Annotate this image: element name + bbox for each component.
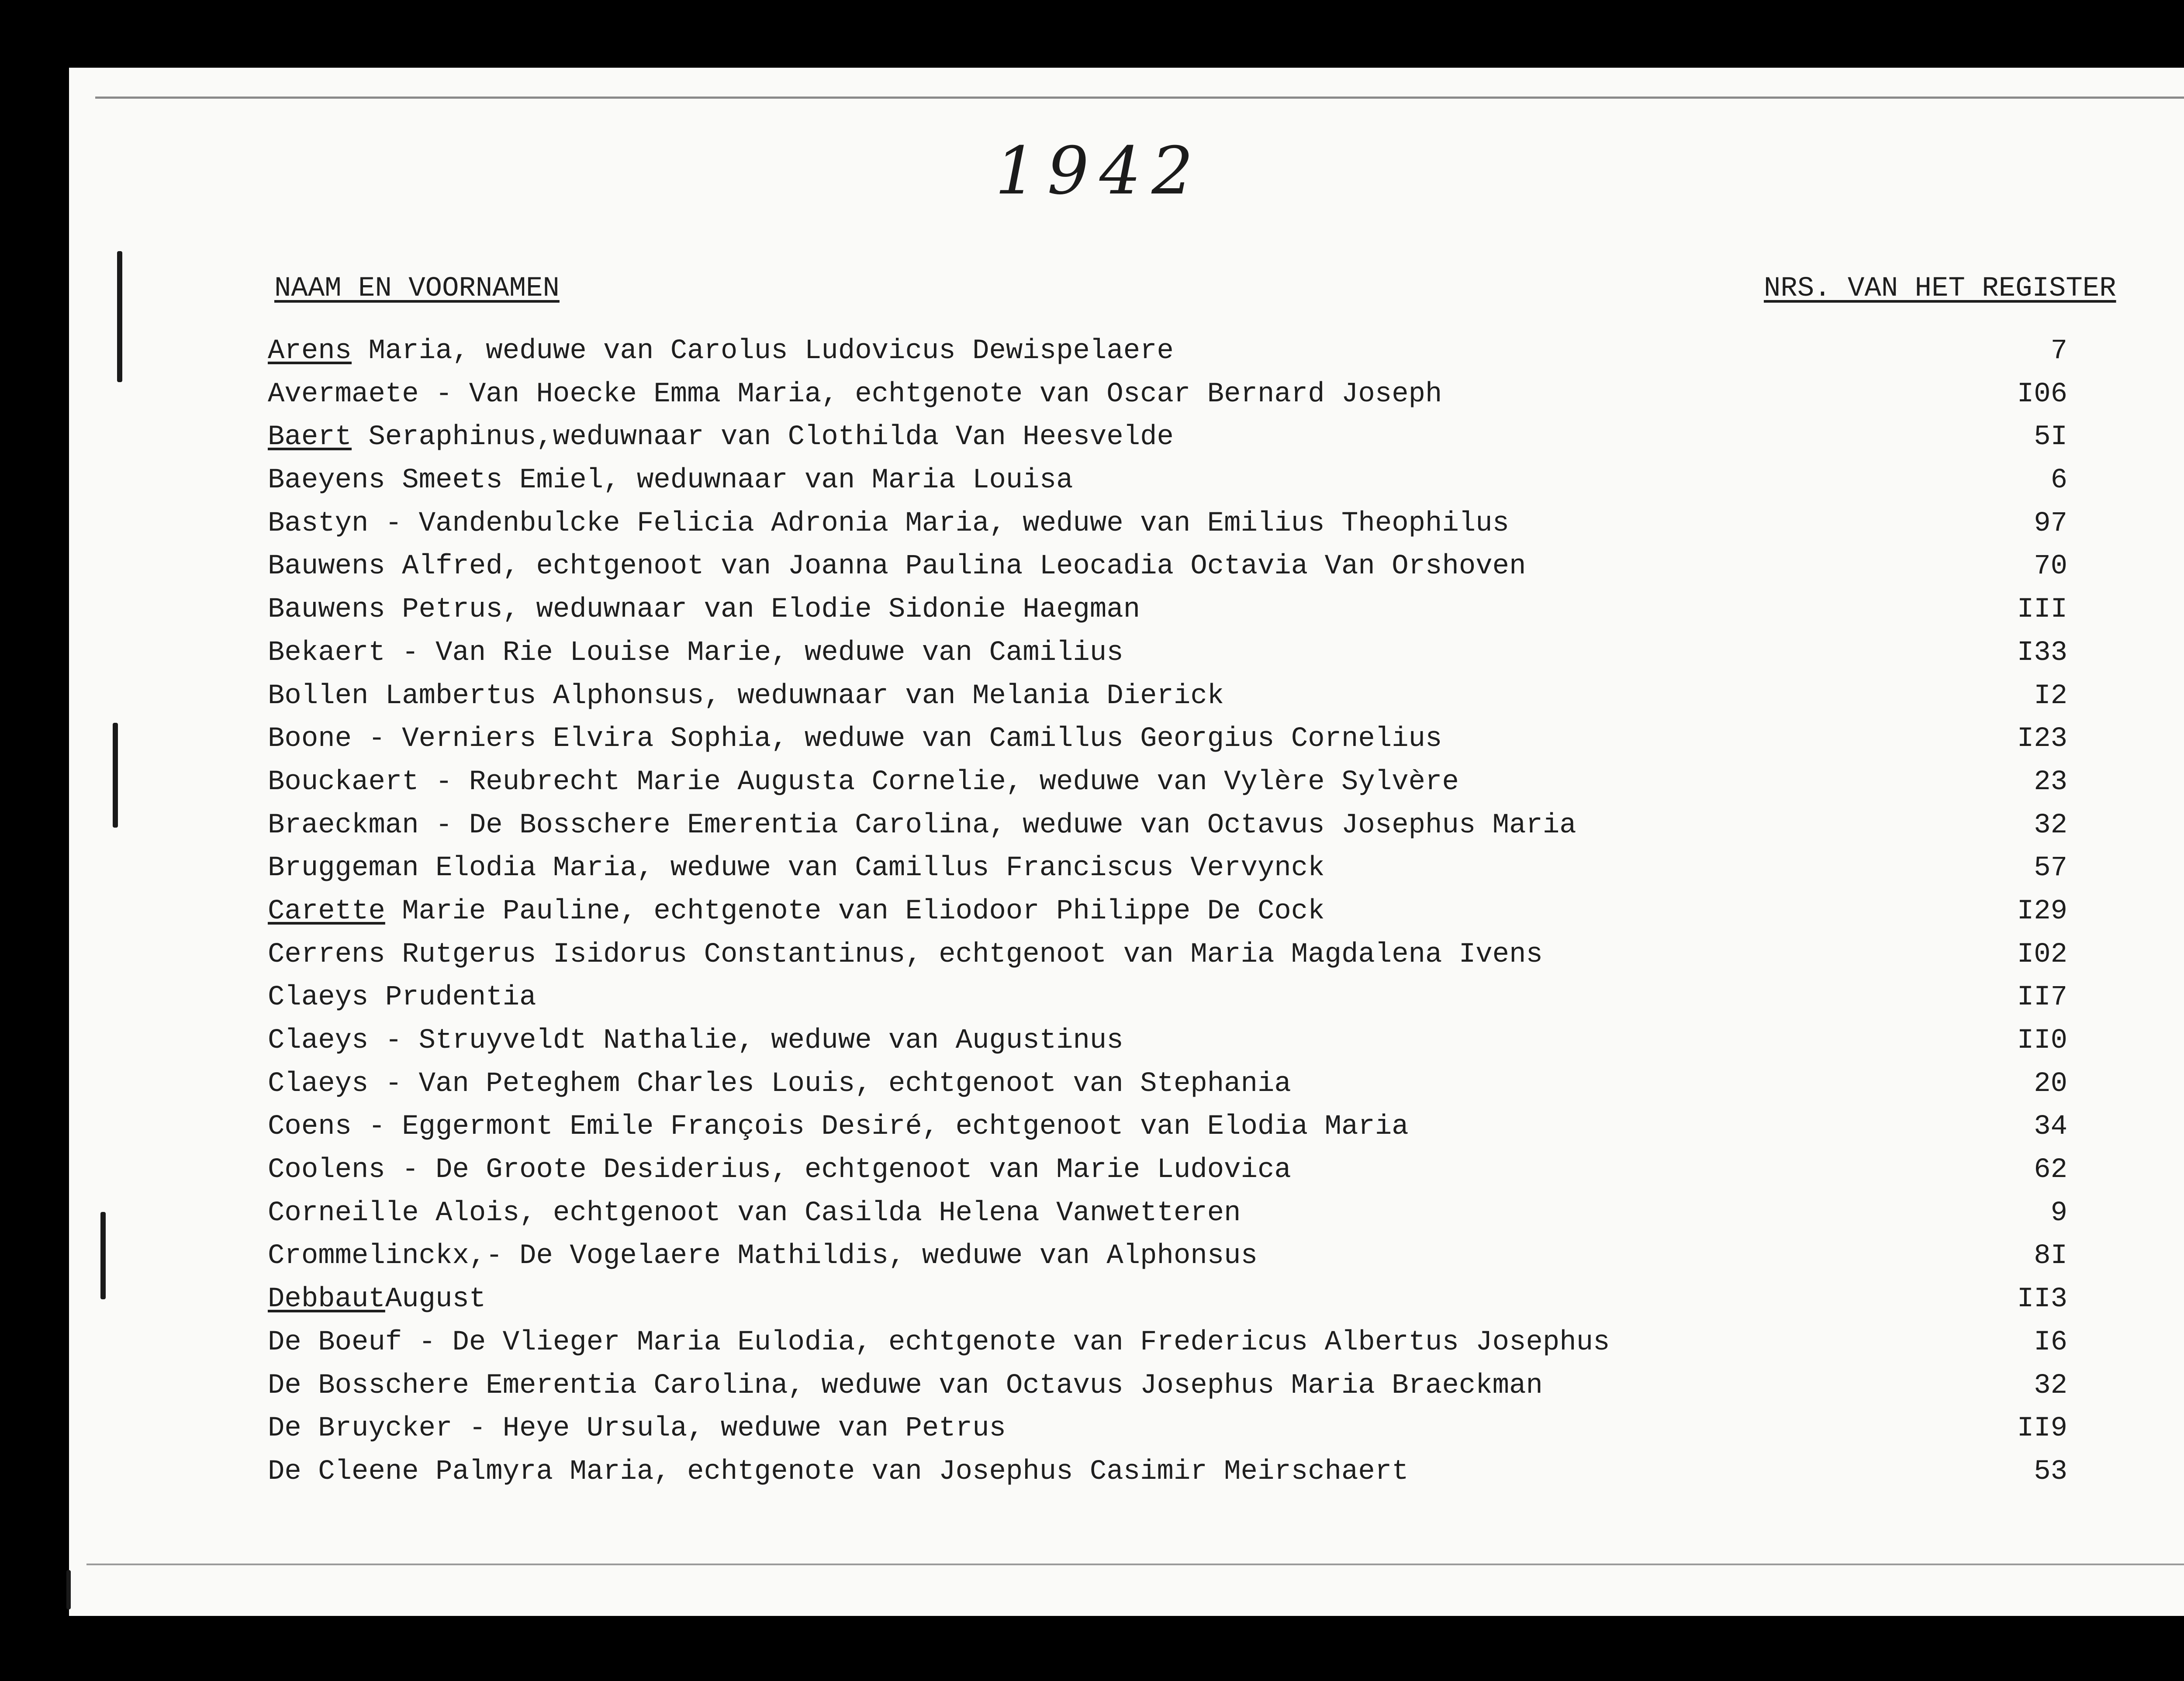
entry-name [268,1278,486,1321]
entry-register-number: I6 [2034,1326,2067,1358]
entry-register-number: I2 [2034,680,2067,712]
register-row [268,502,2184,545]
entry-register-number: I29 [2017,895,2067,927]
entry-name [268,1105,1409,1149]
entry-name [268,459,1073,502]
register-row [268,1105,2184,1149]
bottom-rule [86,1564,2184,1565]
entry-register-number: 9 [2050,1197,2067,1229]
entry-register-number: I06 [2017,378,2067,410]
register-row [268,1407,2184,1450]
entry-text: Crommelinckx,- De Vogelaere Mathildis, weduwe van Alphonsus [268,1240,1258,1272]
register-row [268,1063,2184,1106]
entry-name [268,1063,1291,1106]
entry-name [268,373,1442,416]
entry-text: Baeyens Smeets Emiel, weduwnaar van Maria Louisa [268,465,1073,497]
handwritten-year: 1942 [995,133,1204,209]
entry-name [268,545,1526,588]
entry-text: Cerrens Rutgerus Isidorus Constantinus, echtgenoot van Maria Magdalena Ivens [268,939,1543,970]
entry-name [268,1364,1543,1408]
entry-name [268,804,1576,847]
entry-text: Claeys - Struyveldt Nathalie, weduwe van Augustinus [268,1025,1123,1056]
entry-register-number: II9 [2017,1413,2067,1445]
register-row [268,588,2184,632]
entry-name [268,847,1325,890]
entry-register-number: II3 [2017,1284,2067,1315]
entry-register-number: 7 [2050,335,2067,367]
entry-text: De Cleene Palmyra Maria, echtgenote van Josephus Casimir Meirschaert [268,1456,1409,1488]
entry-name [268,416,1174,459]
entry-name [268,1450,1409,1494]
entry-text: Coens - Eggermont Emile François Desiré, echtgenoot van Elodia Maria [268,1111,1409,1143]
register-row [268,1235,2184,1278]
entry-register-number: 32 [2034,1370,2067,1401]
entry-name [268,330,1174,373]
entry-register-number: 57 [2034,853,2067,884]
entry-name [268,761,1459,804]
entry-register-number: 97 [2034,507,2067,539]
punch-mark [100,1212,106,1299]
register-row [268,761,2184,804]
entry-register-number: II7 [2017,982,2067,1014]
entry-text: Maria, weduwe van Carolus Ludovicus Dewispelaere [352,335,1174,367]
header-register-number: NRS. VAN HET REGISTER [1764,273,2116,304]
register-row [268,373,2184,416]
register-row [268,933,2184,977]
entry-text: Corneille Alois, echtgenoot van Casilda Helena Vanwetteren [268,1197,1241,1229]
entry-register-number: II0 [2017,1025,2067,1056]
entry-text: De Bruycker - Heye Ursula, weduwe van Petrus [268,1413,1006,1445]
entry-surname-underlined: Arens [268,335,352,367]
entry-register-number: I33 [2017,637,2067,669]
entry-text: Seraphinus,weduwnaar van Clothilda Van Heesvelde [352,421,1174,453]
entry-register-number: 23 [2034,766,2067,798]
register-entries [268,330,2184,1494]
entry-text: Bauwens Alfred, echtgenoot van Joanna Paulina Leocadia Octavia Van Orshoven [268,551,1526,583]
entry-name [268,632,1123,675]
entry-text: Bouckaert - Reubrecht Marie Augusta Cornelie, weduwe van Vylère Sylvère [268,766,1459,798]
register-row [268,416,2184,459]
register-row [268,1149,2184,1192]
register-row [268,330,2184,373]
entry-text: Claeys Prudentia [268,982,536,1014]
entry-text: Bruggeman Elodia Maria, weduwe van Camillus Franciscus Vervynck [268,853,1325,884]
entry-name [268,502,1509,545]
entry-text: Bauwens Petrus, weduwnaar van Elodie Sidonie Haegman [268,594,1140,626]
entry-register-number: 62 [2034,1154,2067,1186]
register-row [268,1364,2184,1408]
entry-register-number: 20 [2034,1068,2067,1100]
entry-name [268,718,1442,761]
register-row [268,675,2184,718]
entry-register-number: 6 [2050,465,2067,497]
entry-text: Avermaete - Van Hoecke Emma Maria, echtgenote van Oscar Bernard Joseph [268,378,1442,410]
entry-surname-underlined: Debbaut [268,1284,385,1315]
entry-register-number: I23 [2017,723,2067,755]
entry-name [268,1407,1006,1450]
entry-text: Marie Pauline, echtgenote van Eliodoor Philippe De Cock [385,895,1325,927]
edge-mark [66,1570,71,1609]
entry-name [268,1235,1258,1278]
entry-name [268,1019,1123,1063]
register-row [268,1321,2184,1364]
entry-text: Claeys - Van Peteghem Charles Louis, echtgenoot van Stephania [268,1068,1291,1100]
entry-text: August [385,1284,486,1315]
register-row [268,890,2184,933]
register-sheet [69,68,2184,1616]
entry-register-number: 5I [2034,421,2067,453]
entry-text: De Boeuf - De Vlieger Maria Eulodia, echtgenote van Fredericus Albertus Josephus [268,1326,1610,1358]
punch-mark [113,723,118,828]
entry-name [268,1321,1610,1364]
entry-register-number: I02 [2017,939,2067,970]
register-row [268,632,2184,675]
register-row [268,459,2184,502]
register-row [268,545,2184,588]
entry-name [268,588,1140,632]
top-rule [95,97,2184,99]
entry-register-number: 34 [2034,1111,2067,1143]
entry-name [268,1149,1291,1192]
entry-text: Bastyn - Vandenbulcke Felicia Adronia Maria, weduwe van Emilius Theophilus [268,507,1510,539]
entry-register-number: 8I [2034,1240,2067,1272]
entry-name [268,675,1224,718]
entry-surname-underlined: Carette [268,895,385,927]
register-row [268,1192,2184,1235]
register-row [268,847,2184,890]
register-row [268,976,2184,1019]
entry-text: Bollen Lambertus Alphonsus, weduwnaar van Melania Dierick [268,680,1224,712]
entry-name [268,933,1543,977]
entry-register-number: III [2017,594,2067,626]
entry-register-number: 53 [2034,1456,2067,1488]
entry-text: Coolens - De Groote Desiderius, echtgenoot van Marie Ludovica [268,1154,1291,1186]
entry-name [268,1192,1241,1235]
entry-text: De Bosschere Emerentia Carolina, weduwe van Octavus Josephus Maria Braeckman [268,1370,1543,1401]
entry-surname-underlined: Baert [268,421,352,453]
register-row [268,1278,2184,1321]
entry-register-number: 32 [2034,809,2067,841]
register-row [268,718,2184,761]
header-name: NAAM EN VOORNAMEN [274,273,560,304]
entry-name [268,890,1325,933]
entry-text: Braeckman - De Bosschere Emerentia Carolina, weduwe van Octavus Josephus Maria [268,809,1576,841]
register-row [268,1019,2184,1063]
register-row [268,1450,2184,1494]
entry-register-number: 70 [2034,551,2067,583]
punch-mark [117,251,122,382]
entry-name [268,976,536,1019]
entry-text: Boone - Verniers Elvira Sophia, weduwe van Camillus Georgius Cornelius [268,723,1442,755]
entry-text: Bekaert - Van Rie Louise Marie, weduwe van Camilius [268,637,1123,669]
register-row [268,804,2184,847]
